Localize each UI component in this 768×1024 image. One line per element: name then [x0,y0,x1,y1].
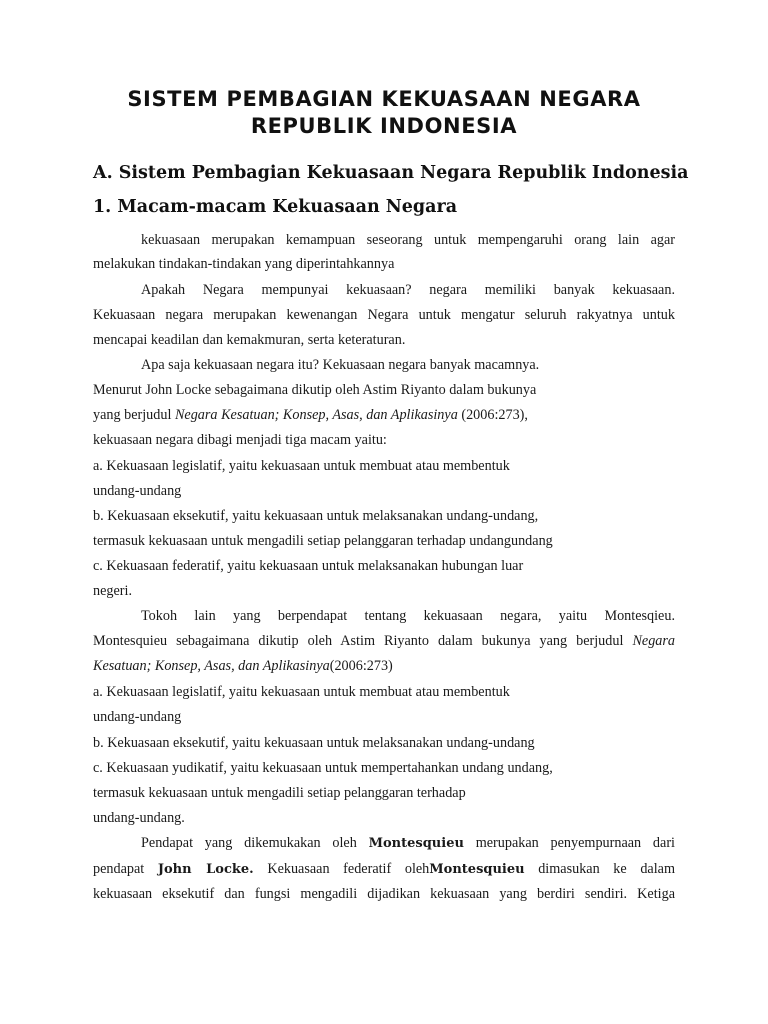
paragraph-line [93,656,675,676]
text-run: dimasukan ke dalam [524,861,675,877]
paragraph-line: melakukan tindakan-tindakan yang diperintahkannya [93,256,395,272]
text-run: (2006:273), [457,407,528,423]
paragraph-line: Apa saja kekuasaan negara itu? Kekuasaan negara banyak macamnya. [141,357,540,373]
text-run: yang berjudul [93,407,175,423]
paragraph-line [93,631,675,651]
paragraph-line: Kekuasaan negara merupakan kewenangan Negara untuk mengatur seluruh rakyatnya untuk [93,307,675,323]
paragraph-line: Tokoh lain yang berpendapat tentang kekuasaan negara, yaitu Montesqieu. [141,608,675,624]
paragraph-line: kekuasaan merupakan kemampuan seseorang untuk mempengaruhi orang lain agar [141,232,675,248]
list-item-line: negeri. [93,583,132,599]
list-item-line: b. Kekuasaan eksekutif, yaitu kekuasaan untuk melaksanakan undang-undang, [93,508,539,524]
list-item-line: undang-undang [93,709,182,725]
list-item-line: c. Kekuasaan yudikatif, yaitu kekuasaan untuk mempertahankan undang undang, [93,760,553,776]
paragraph-line [93,405,675,425]
bold-name: Montesquieu [429,862,525,877]
list-item-line: a. Kekuasaan legislatif, yaitu kekuasaan untuk membuat atau membentuk [93,458,510,474]
paragraph-line [141,833,675,854]
paragraph-line [93,859,675,880]
list-item-line: a. Kekuasaan legislatif, yaitu kekuasaan untuk membuat atau membentuk [93,684,510,700]
section-heading-a: A. Sistem Pembagian Kekuasaan Negara Republik Indonesia [93,163,689,183]
subsection-heading-1: 1. Macam-macam Kekuasaan Negara [93,197,458,217]
list-item-line: undang-undang. [93,810,185,826]
text-run: pendapat [93,861,158,877]
bold-name: John Locke. [157,862,254,877]
book-title: Negara [632,633,675,649]
list-item-line: b. Kekuasaan eksekutif, yaitu kekuasaan untuk melaksanakan undang-undang [93,735,535,751]
book-title: Negara Kesatuan; Konsep, Asas, dan Aplikasinya [174,407,458,423]
list-item-line: termasuk kekuasaan untuk mengadili setiap pelanggaran terhadap [93,785,466,801]
text-run: merupakan penyempurnaan dari [463,835,675,851]
title-line-1: SISTEM PEMBAGIAN KEKUASAAN NEGARA [127,87,641,111]
paragraph-line: Menurut John Locke sebagaimana dikutip oleh Astim Riyanto dalam bukunya [93,382,537,398]
text-run: Kekuasaan federatif oleh [253,861,430,877]
list-item-line: c. Kekuasaan federatif, yaitu kekuasaan untuk melaksanakan hubungan luar [93,558,524,574]
paragraph-line: Apakah Negara mempunyai kekuasaan? negara memiliki banyak kekuasaan. [141,282,675,298]
paragraph-line: mencapai keadilan dan kemakmuran, serta keteraturan. [93,332,406,348]
text-run: (2006:273) [329,658,393,674]
text-run: Montesquieu sebagaimana dikutip oleh Astim Riyanto dalam bukunya yang berjudul [93,633,633,649]
document-title [60,86,708,140]
list-item-line: undang-undang [93,483,182,499]
list-item-line: termasuk kekuasaan untuk mengadili setiap pelanggaran terhadap undangundang [93,533,553,549]
book-title: Kesatuan; Konsep, Asas, dan Aplikasinya [93,658,330,674]
title-line-2: REPUBLIK INDONESIA [250,114,518,138]
paragraph-line: kekuasaan eksekutif dan fungsi mengadili dijadikan kekuasaan yang berdiri sendiri. Ketiga [93,886,675,902]
bold-name: Montesquieu [368,836,464,851]
text-run: Pendapat yang dikemukakan oleh [141,835,369,851]
paragraph-line: kekuasaan negara dibagi menjadi tiga macam yaitu: [93,432,387,448]
